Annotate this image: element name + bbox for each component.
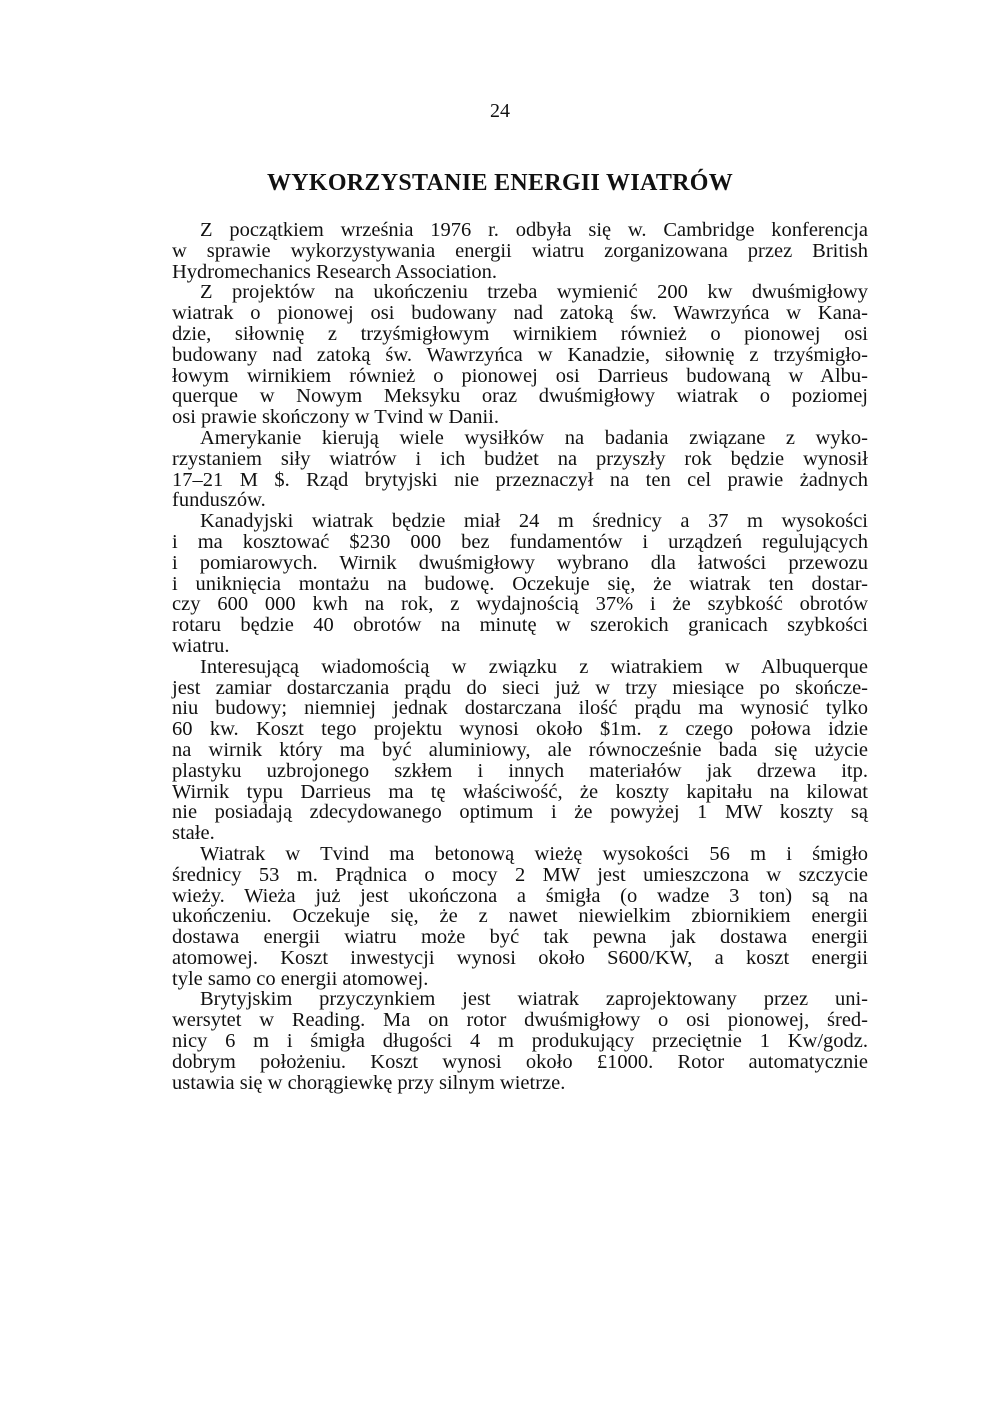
- text-line: Wirnik typu Darrieus ma tę właściwość, że koszty kapitału na kilowat: [172, 780, 868, 803]
- text-line: Z początkiem września 1976 r. odbyła się w. Cambridge konferencja: [200, 219, 868, 241]
- text-line: dostawa energii wiatru może być tak pewna jak dostawa energii: [172, 926, 868, 949]
- text-line: wiatrak o pionowej osi budowany nad zatoką św. Wawrzyńca w Kana-: [172, 302, 868, 325]
- text-line: rzystaniem siły wiatrów i ich budżet na przyszły rok będzie wynosił: [172, 447, 868, 470]
- text-line: jest zamiar dostarczania prądu do sieci już w trzy miesiące po skończe-: [172, 676, 868, 699]
- paragraph: [172, 657, 868, 844]
- text-line: osi prawie skończony w Tvind w Danii.: [172, 406, 499, 429]
- text-line: Brytyjskim przyczynkiem jest wiatrak zaprojektowany przez uni-: [200, 988, 868, 1011]
- text-line: Hydromechanics Research Association.: [172, 260, 498, 283]
- text-line: querque w Nowym Meksyku oraz dwuśmigłowy wiatrak o poziomej: [172, 385, 868, 408]
- text-line: dzie, siłownię z trzyśmigłowym wirnikiem również o pionowej osi: [172, 322, 868, 345]
- text-line: Amerykanie kierują wiele wysiłków na badania związane z wyko-: [200, 426, 868, 449]
- paragraph: [172, 428, 868, 511]
- text-line: 60 kw. Koszt tego projektu wynosi około $1m. z czego połowa idzie: [172, 718, 868, 741]
- article-body: [172, 220, 868, 1093]
- text-line: ustawia się w chorągiewkę przy silnym wietrze.: [172, 1071, 566, 1094]
- paragraph: [172, 282, 868, 428]
- page-number: 24: [490, 100, 510, 122]
- text-line: ukończeniu. Oczekuje się, że z nawet niewielkim zbiornikiem energii: [172, 905, 868, 928]
- text-line: Interesującą wiadomością w związku z wiatrakiem w Albuquerque: [200, 655, 868, 678]
- text-line: nie posiadają zdecydowanego optimum i że powyżej 1 MW koszty są: [172, 801, 868, 824]
- text-line: 17–21 M $. Rząd brytyjski nie przeznaczył na ten cel prawie żadnych: [172, 468, 868, 491]
- text-line: na wirnik który ma być aluminiowy, ale równocześnie bada się użycie: [172, 738, 868, 761]
- text-line: i pomiarowych. Wirnik dwuśmigłowy wybrano dla łatwości przewozu: [172, 551, 868, 574]
- text-line: i ma kosztować $230 000 bez fundamentów i urządzeń regulujących: [172, 530, 868, 553]
- text-line: funduszów.: [172, 489, 266, 512]
- paragraph: [172, 511, 868, 657]
- text-line: w sprawie wykorzystywania energii wiatru zorganizowana przez British: [172, 239, 868, 262]
- text-line: niu budowy; niemniej jednak dostarczana ilość prądu ma wynosić tylko: [172, 697, 868, 720]
- text-line: i uniknięcia montażu na budowę. Oczekuje się, że wiatrak ten dostar-: [172, 572, 868, 595]
- text-line: wieży. Wieża już jest ukończona a śmigła (o wadze 3 ton) są na: [172, 884, 868, 907]
- text-line: Z projektów na ukończeniu trzeba wymienić 200 kw dwuśmigłowy: [200, 281, 868, 304]
- article-title: WYKORZYSTANIE ENERGII WIATRÓW: [266, 170, 734, 196]
- paragraph: [172, 220, 868, 282]
- text-line: nicy 6 m i śmigła długości 4 m produkujący przeciętnie 1 Kw/godz.: [172, 1030, 868, 1053]
- text-line: tyle samo co energii atomowej.: [172, 967, 429, 990]
- text-line: łowym wirnikiem również o pionowej osi Darrieus budowaną w Albu-: [172, 364, 868, 387]
- text-line: atomowej. Koszt inwestycji wynosi około S600/KW, a koszt energii: [172, 946, 868, 969]
- text-line: czy 600 000 kwh na rok, z wydajnością 37% i że szybkość obrotów: [172, 593, 868, 616]
- text-line: plastyku uzbrojonego szkłem i innych materiałów jak drzewa itp.: [172, 759, 868, 782]
- text-line: wersytet w Reading. Ma on rotor dwuśmigłowy o osi pionowej, śred-: [172, 1009, 868, 1032]
- paragraph: [172, 844, 868, 990]
- text-line: Kanadyjski wiatrak będzie miał 24 m średnicy a 37 m wysokości: [200, 510, 868, 533]
- text-line: średnicy 53 m. Prądnica o mocy 2 MW jest umieszczona w szczycie: [172, 863, 868, 886]
- paragraph: [172, 989, 868, 1093]
- text-line: rotaru będzie 40 obrotów na minutę w szerokich granicach szybkości: [172, 614, 868, 637]
- text-line: Wiatrak w Tvind ma betonową wieżę wysokości 56 m i śmigło: [200, 842, 868, 865]
- text-line: dobrym położeniu. Koszt wynosi około £1000. Rotor automatycznie: [172, 1050, 868, 1073]
- text-line: budowany nad zatoką św. Wawrzyńca w Kanadzie, siłownię z trzyśmigło-: [172, 343, 868, 366]
- text-line: stałe.: [172, 822, 215, 845]
- text-line: wiatru.: [172, 634, 230, 657]
